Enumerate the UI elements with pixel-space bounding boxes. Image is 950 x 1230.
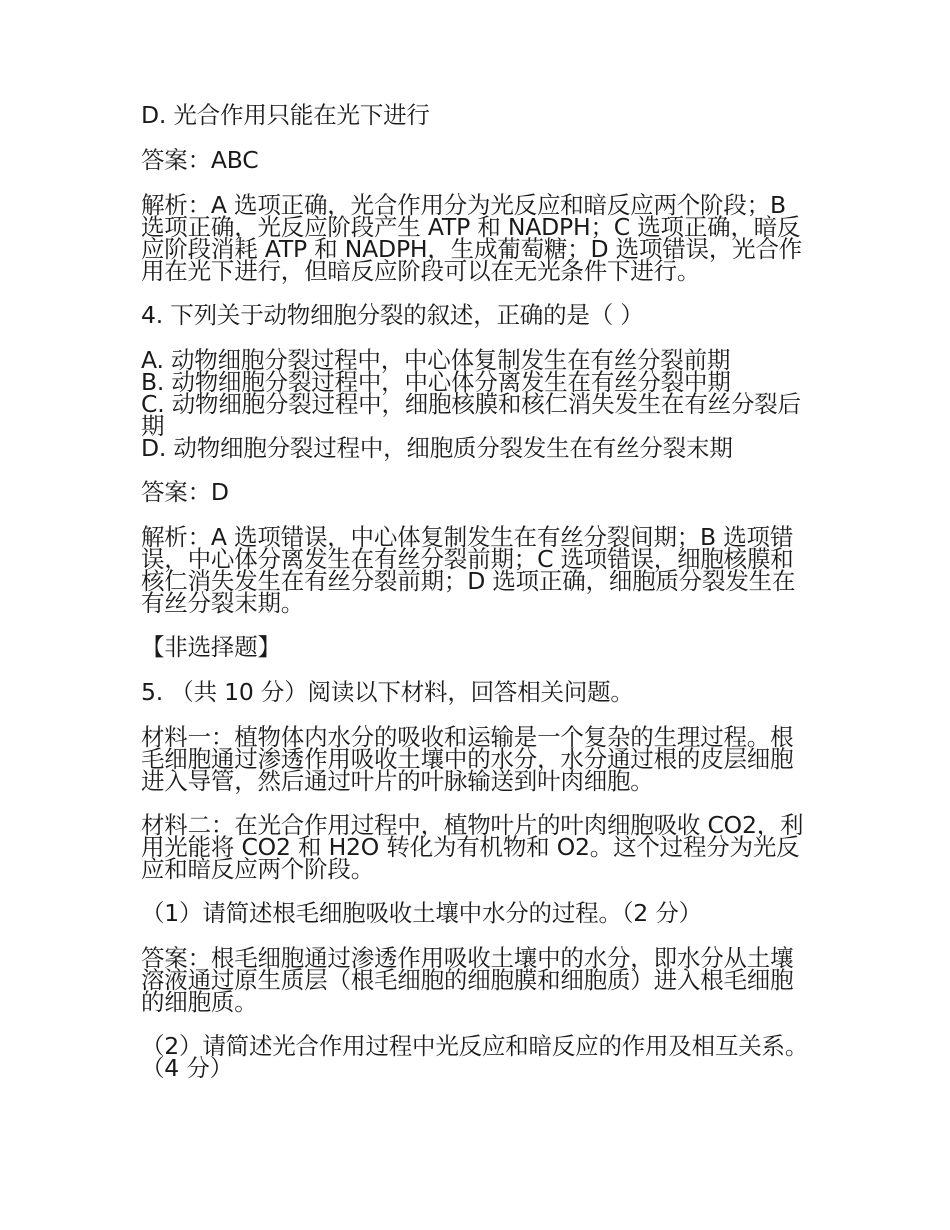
q4-analysis: 解析：A 选项错误，中心体复制发生在有丝分裂间期；B 选项错误，中心体分离发生在有丝分裂前期；C 选项错误，细胞核膜和核仁消失发生在有丝分裂前期；D 选项正确，细胞质分裂发生在有丝分裂末期。 bbox=[141, 523, 796, 617]
q5-material-2: 材料二：在光合作用过程中，植物叶片的叶肉细胞吸收 CO2，利用光能将 CO2 和 H2O 转化为有机物和 O2。这个过程分为光反应和暗反应两个阶段。 bbox=[141, 811, 804, 883]
q5-sub-2: （2）请简述光合作用过程中光反应和暗反应的作用及相互关系。（4 分） bbox=[141, 1032, 809, 1082]
q3-analysis: 解析：A 选项正确，光合作用分为光反应和暗反应两个阶段；B 选项正确，光反应阶段产生 ATP 和 NADPH；C 选项正确，暗反应阶段消耗 ATP 和 NADPH，生成葡萄糖；D 选项错误，光合作用在光下进行，但暗反应阶段可以在无光条件下进行。 bbox=[141, 191, 803, 285]
q4-option-d: D. 动物细胞分裂过程中，细胞质分裂发生在有丝分裂末期 bbox=[141, 434, 733, 462]
q4-option-c: C. 动物细胞分裂过程中，细胞核膜和核仁消失发生在有丝分裂后期 bbox=[141, 390, 801, 440]
q3-answer: 答案：ABC bbox=[141, 146, 259, 174]
q5-question: 5. （共 10 分）阅读以下材料，回答相关问题。 bbox=[141, 678, 634, 706]
section-title: 【非选择题】 bbox=[141, 633, 281, 661]
q5-sub-1-answer: 答案：根毛细胞通过渗透作用吸收土壤中的水分，即水分从土壤溶液通过原生质层（根毛细胞的细胞膜和细胞质）进入根毛细胞的细胞质。 bbox=[141, 944, 794, 1016]
q4-option-a: A. 动物细胞分裂过程中，中心体复制发生在有丝分裂前期 bbox=[141, 346, 731, 374]
q4-question: 4. 下列关于动物细胞分裂的叙述，正确的是（ ） bbox=[141, 301, 644, 329]
document-page bbox=[141, 101, 813, 1101]
q4-options bbox=[141, 346, 813, 462]
q4-option-b: B. 动物细胞分裂过程中，中心体分离发生在有丝分裂中期 bbox=[141, 368, 731, 396]
q4-answer: 答案：D bbox=[141, 478, 229, 506]
q3-option-d: D. 光合作用只能在光下进行 bbox=[141, 101, 430, 129]
q5-material-1: 材料一：植物体内水分的吸收和运输是一个复杂的生理过程。根毛细胞通过渗透作用吸收土壤中的水分，水分通过根的皮层细胞进入导管，然后通过叶片的叶脉输送到叶肉细胞。 bbox=[141, 723, 794, 795]
q5-sub-1: （1）请简述根毛细胞吸收土壤中水分的过程。（2 分） bbox=[141, 899, 702, 927]
